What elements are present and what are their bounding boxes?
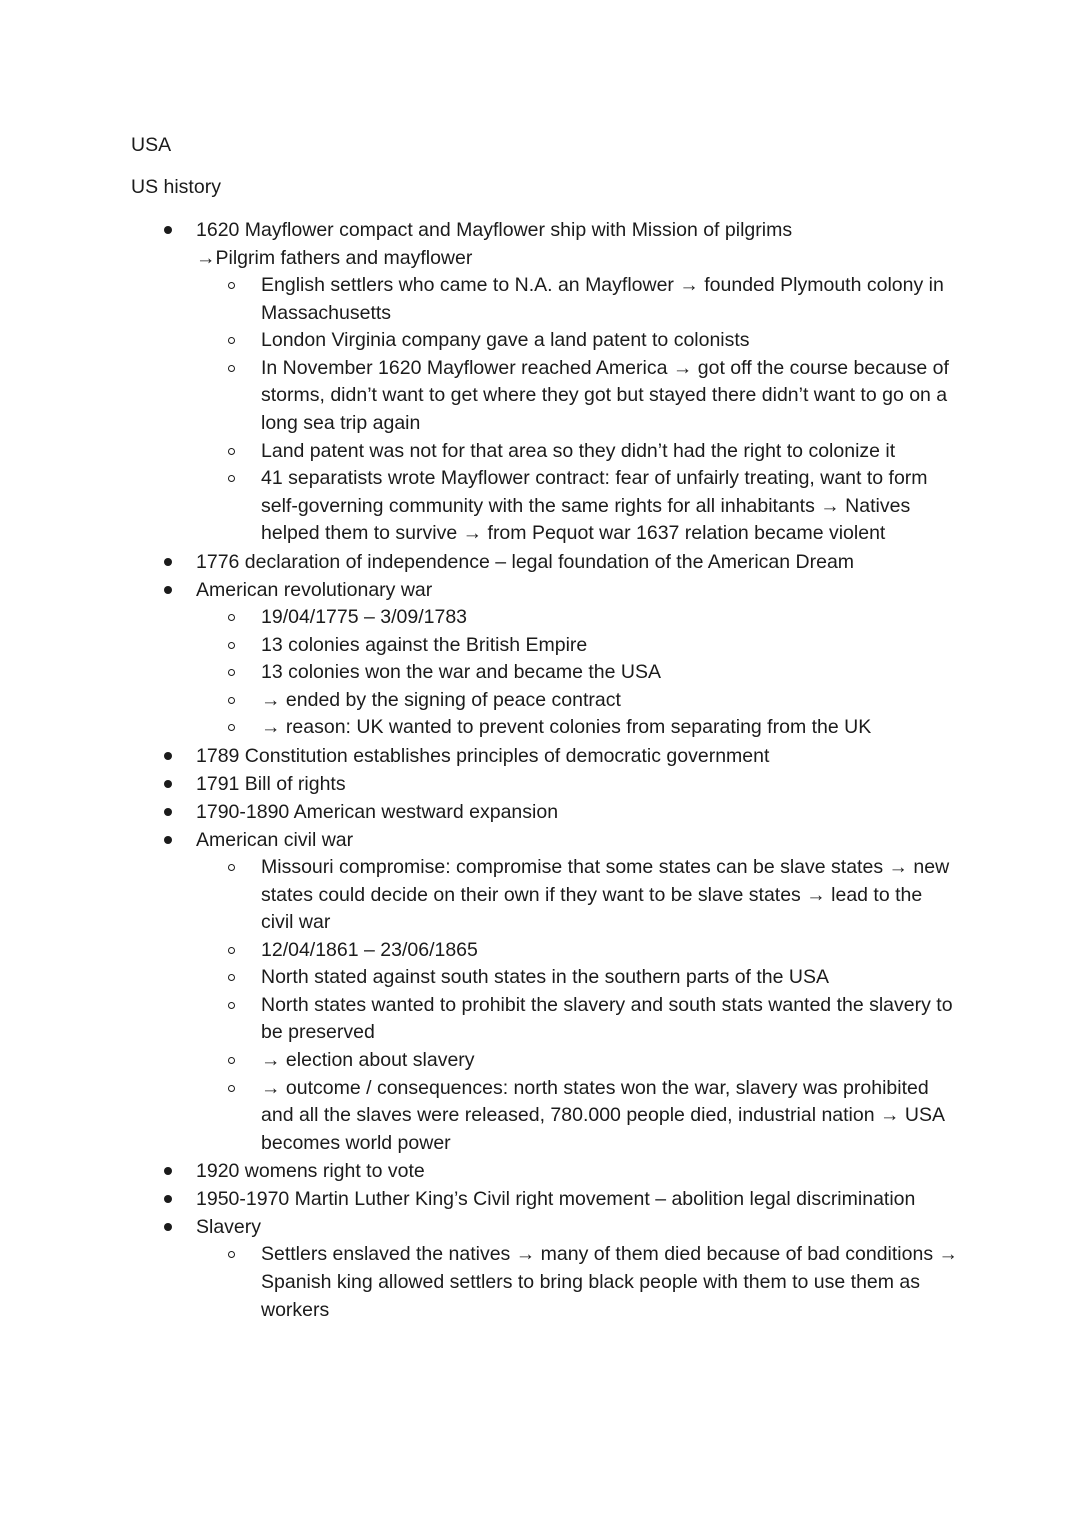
outline-item [0, 1213, 1080, 1324]
sub-list-item [196, 438, 960, 466]
outline-item-text: →Pilgrim fathers and mayflower [196, 247, 473, 269]
outline-item [0, 216, 1080, 548]
sub-list-item [196, 632, 960, 660]
sub-list-item [196, 1241, 960, 1324]
bullet-circle-icon [228, 337, 235, 344]
sub-list-item-text: In November 1620 Mayflower reached America → got off the course because of storms, didn’t want to get where they got but stayed there didn’t want to go on a long sea trip again [261, 356, 949, 434]
sub-list-item [196, 465, 960, 548]
sub-list-item [196, 687, 960, 715]
bullet-circle-icon [228, 947, 235, 954]
sub-list-item [196, 659, 960, 687]
bullet-circle-icon [228, 697, 235, 704]
bullet-dot-icon [164, 1167, 172, 1175]
sub-list-item [196, 355, 960, 438]
sub-list-item-text: 13 colonies against the British Empire [261, 633, 588, 656]
sub-list-item [196, 714, 960, 742]
bullet-circle-icon [228, 1002, 235, 1009]
sub-list [196, 1241, 960, 1324]
sub-list [196, 272, 960, 548]
bullet-circle-icon [228, 614, 235, 621]
sub-list-item-text: North states wanted to prohibit the slavery and south stats wanted the slavery to be preserved [261, 993, 953, 1044]
outline-item-text: Slavery [196, 1216, 262, 1239]
document-subtitle: US history [131, 176, 221, 198]
outline-item [0, 798, 1080, 826]
sub-list-item-text: → election about slavery [261, 1049, 475, 1072]
sub-list-item-text: Land patent was not for that area so they didn’t had the right to colonize it [261, 439, 896, 462]
sub-list-item-text: 13 colonies won the war and became the USA [261, 661, 661, 684]
sub-list-item-text: → ended by the signing of peace contract [261, 688, 621, 711]
bullet-dot-icon [164, 836, 172, 844]
outline-item [0, 1185, 1080, 1213]
outline-item [0, 742, 1080, 770]
bullet-circle-icon [228, 448, 235, 455]
outline-item-text: 1920 womens right to vote [196, 1160, 425, 1183]
bullet-dot-icon [164, 1223, 172, 1231]
bullet-circle-icon [228, 475, 235, 482]
sub-list-item-text: Settlers enslaved the natives → many of them died because of bad conditions → Spanish king allowed settlers to bring black people with them to use them as workers [261, 1243, 958, 1321]
sub-list-item-text: 19/04/1775 – 3/09/1783 [261, 605, 468, 628]
bullet-dot-icon [164, 808, 172, 816]
bullet-circle-icon [228, 1251, 235, 1258]
bullet-circle-icon [228, 642, 235, 649]
bullet-dot-icon [164, 780, 172, 788]
bullet-dot-icon [164, 752, 172, 760]
sub-list-item-text: → outcome / consequences: north states won the war, slavery was prohibited and all the slaves were released, 780.000 people died, industrial nation → USA becomes world power [261, 1076, 944, 1154]
sub-list-item-text: London Virginia company gave a land patent to colonists [261, 329, 750, 352]
sub-list-item [196, 604, 960, 632]
outline-item-text: 1776 declaration of independence – legal foundation of the American Dream [196, 550, 855, 573]
bullet-circle-icon [228, 724, 235, 731]
bullet-circle-icon [228, 1085, 235, 1092]
sub-list-item [196, 964, 960, 992]
sub-list-item-text: → reason: UK wanted to prevent colonies from separating from the UK [261, 716, 872, 739]
outline-item-text: American revolutionary war [196, 578, 433, 601]
sub-list-item [196, 1075, 960, 1158]
sub-list-item [196, 327, 960, 355]
history-outline [0, 216, 1080, 1324]
outline-item [0, 826, 1080, 1158]
bullet-dot-icon [164, 1195, 172, 1203]
bullet-circle-icon [228, 974, 235, 981]
sub-list-item [196, 1047, 960, 1075]
outline-item [0, 548, 1080, 576]
outline-item [0, 770, 1080, 798]
document-title: USA [131, 134, 172, 156]
outline-item-text: 1620 Mayflower compact and Mayflower ship with Mission of pilgrims [196, 219, 793, 241]
sub-list-item [196, 992, 960, 1047]
outline-item-text: 1950-1970 Martin Luther King’s Civil right movement – abolition legal discrimination [196, 1188, 916, 1211]
sub-list-item-text: 41 separatists wrote Mayflower contract: fear of unfairly treating, want to form self-governing community with the same rights for all inhabitants → Natives helped them to survive → from Pequot war 1637 relation became violent [261, 467, 928, 545]
sub-list-item-text: Missouri compromise: compromise that some states can be slave states → new states could decide on their own if they want to be slave states → lead to the civil war [261, 855, 950, 934]
bullet-circle-icon [228, 669, 235, 676]
bullet-circle-icon [228, 1057, 235, 1064]
bullet-dot-icon [164, 226, 172, 234]
sub-list-item [196, 854, 960, 937]
bullet-circle-icon [228, 864, 235, 871]
sub-list [196, 854, 960, 1158]
sub-list-item-text: 12/04/1861 – 23/06/1865 [261, 938, 478, 961]
sub-list [196, 604, 960, 742]
sub-list-item [196, 937, 960, 965]
bullet-dot-icon [164, 586, 172, 594]
outline-item [0, 576, 1080, 742]
bullet-circle-icon [228, 365, 235, 372]
bullet-dot-icon [164, 558, 172, 566]
outline-item-text: 1790-1890 American westward expansion [196, 800, 559, 823]
sub-list-item [196, 272, 960, 327]
outline-item-text: 1791 Bill of rights [196, 772, 346, 795]
outline-item-text: 1789 Constitution establishes principles of democratic government [196, 744, 770, 767]
outline-item [0, 1157, 1080, 1185]
sub-list-item-text: North stated against south states in the southern parts of the USA [261, 966, 829, 989]
outline-item-text: American civil war [196, 828, 354, 851]
bullet-circle-icon [228, 282, 235, 289]
sub-list-item-text: English settlers who came to N.A. an Mayflower → founded Plymouth colony in Massachusetts [261, 274, 944, 324]
